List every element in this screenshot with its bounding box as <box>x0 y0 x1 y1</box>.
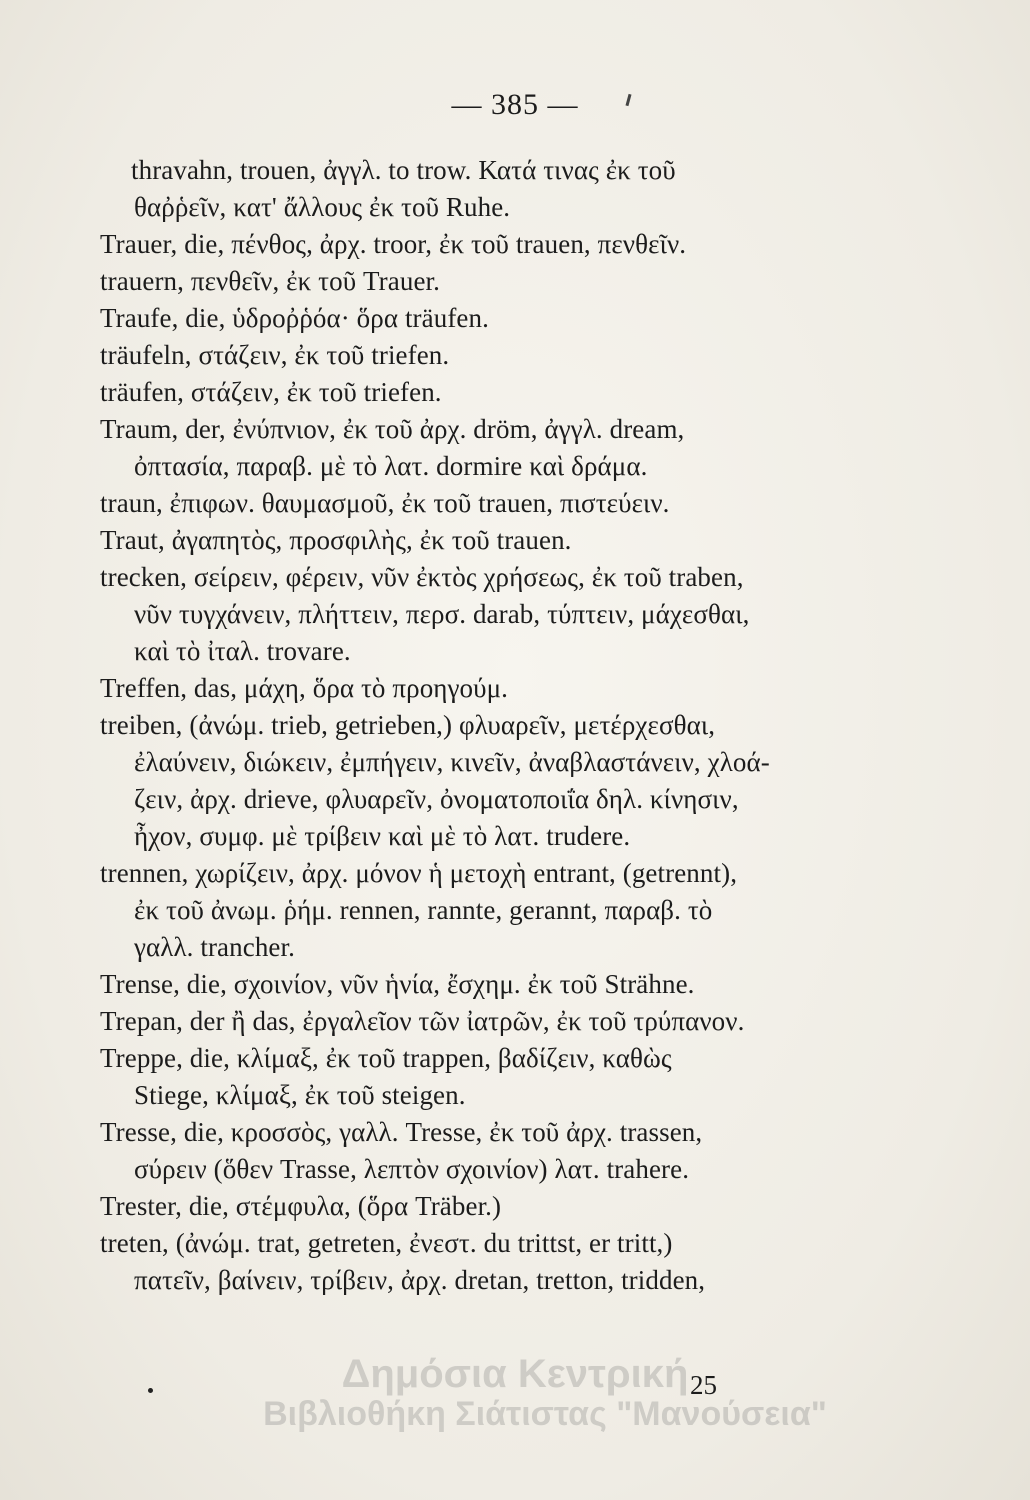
page-footer <box>0 1368 1030 1438</box>
signature-number: 25 <box>690 1370 717 1400</box>
entry-headline: Tresse, die, κροσσὸς, γαλλ. Tresse, ἐκ τοῦ ἀρχ. trassen, <box>100 1117 703 1147</box>
dictionary-entry <box>100 300 830 337</box>
dictionary-entry <box>100 1040 830 1114</box>
dictionary-entry <box>100 152 830 226</box>
entry-continuation: θαῤῥεῖν, κατ' ἄλλους ἐκ τοῦ Ruhe. <box>134 192 511 222</box>
page-header: — 385 — <box>451 88 579 121</box>
dictionary-entry <box>100 226 830 263</box>
entry-headline: Trense, die, σχοινίον, νῦν ἡνία, ἔσχημ. ἐκ τοῦ Strähne. <box>100 969 695 999</box>
dictionary-entries <box>100 152 830 1299</box>
entry-continuation: ζειν, ἀρχ. drieve, φλυαρεῖν, ὀνοματοποιΐα δηλ. κίνησιν, <box>134 784 739 814</box>
entry-headline: Traut, ἀγαπητὸς, προσφιλὴς, ἐκ τοῦ trauen. <box>100 525 572 555</box>
entry-continuation: ἐκ τοῦ ἀνωμ. ῥήμ. rennen, rannte, gerannt, παραβ. τὸ <box>134 895 713 925</box>
dictionary-entry <box>100 670 830 707</box>
entry-headline: treiben, (ἀνώμ. trieb, getrieben,) φλυαρεῖν, μετέρχεσθαι, <box>100 710 716 740</box>
entry-headline: trecken, σείρειν, φέρειν, νῦν ἐκτὸς χρήσεως, ἐκ τοῦ traben, <box>100 562 744 592</box>
dictionary-entry <box>100 522 830 559</box>
entry-headline: träufen, στάζειν, ἐκ τοῦ triefen. <box>100 377 442 407</box>
dictionary-entry <box>100 337 830 374</box>
entry-headline: Traum, der, ἐνύπνιον, ἐκ τοῦ ἀρχ. dröm, ἀγγλ. dream, <box>100 414 685 444</box>
footer-dot <box>148 1388 153 1393</box>
entry-headline: Treppe, die, κλίμαξ, ἐκ τοῦ trappen, βαδίζειν, καθὼς <box>100 1043 672 1073</box>
dictionary-entry <box>100 1225 830 1299</box>
watermark-line-1: Δημόσια Κεντρική <box>341 1352 689 1396</box>
entry-continuation: ἐλαύνειν, διώκειν, ἐμπήγειν, κινεῖν, ἀναβλαστάνειν, χλοά- <box>134 747 770 777</box>
dictionary-entry <box>100 707 830 855</box>
dictionary-entry <box>100 855 830 966</box>
entry-headline: Treffen, das, μάχη, ὅρα τὸ προηγούμ. <box>100 673 509 703</box>
dictionary-entry <box>100 1114 830 1188</box>
dictionary-entry <box>100 485 830 522</box>
entry-headline: Trester, die, στέμφυλα, (ὅρα Träber.) <box>100 1191 502 1221</box>
dictionary-entry <box>100 966 830 1003</box>
entry-headline: träufeln, στάζειν, ἐκ τοῦ triefen. <box>100 340 450 370</box>
entry-continuation: ὀπτασία, παραβ. μὲ τὸ λατ. dormire καὶ δράμα. <box>134 451 648 481</box>
entry-continuation: ἦχον, συμφ. μὲ τρίβειν καὶ μὲ τὸ λατ. trudere. <box>134 821 631 851</box>
dictionary-entry <box>100 559 830 670</box>
watermark-line-2: Βιβλιοθήκη Σιάτιστας "Μανούσεια" <box>263 1395 827 1433</box>
entry-headline: thravahn, trouen, ἀγγλ. to trow. Κατά τινας ἐκ τοῦ <box>131 155 676 185</box>
entry-headline: treten, (ἀνώμ. trat, getreten, ἐνεστ. du trittst, er tritt,) <box>100 1228 673 1258</box>
entry-headline: Traufe, die, ὑδροῤῥόα· ὅρα träufen. <box>100 303 489 333</box>
entry-continuation: γαλλ. trancher. <box>134 932 295 962</box>
dictionary-entry <box>100 1003 830 1040</box>
dictionary-entry <box>100 411 830 485</box>
dictionary-entry <box>100 1188 830 1225</box>
entry-continuation: καὶ τὸ ἰταλ. trovare. <box>134 636 351 666</box>
entry-continuation: σύρειν (ὅθεν Trasse, λεπτὸν σχοινίον) λατ. trahere. <box>134 1154 690 1184</box>
entry-headline: Trepan, der ἢ das, ἐργαλεῖον τῶν ἰατρῶν, ἐκ τοῦ τρύπανον. <box>100 1006 745 1036</box>
entry-continuation: πατεῖν, βαίνειν, τρίβειν, ἀρχ. dretan, tretton, tridden, <box>134 1265 706 1295</box>
entry-headline: Trauer, die, πένθος, ἀρχ. troor, ἐκ τοῦ trauen, πενθεῖν. <box>100 229 687 259</box>
entry-continuation: Stiege, κλίμαξ, ἐκ τοῦ steigen. <box>134 1080 466 1110</box>
entry-headline: traun, ἐπιφων. θαυμασμοῦ, ἐκ τοῦ trauen, πιστεύειν. <box>100 488 670 518</box>
entry-continuation: νῦν τυγχάνειν, πλήττειν, περσ. darab, τύπτειν, μάχεσθαι, <box>134 599 750 629</box>
entry-headline: trennen, χωρίζειν, ἀρχ. μόνον ἡ μετοχὴ entrant, (getrennt), <box>100 858 738 888</box>
entry-headline: trauern, πενθεῖν, ἐκ τοῦ Trauer. <box>100 266 440 296</box>
dictionary-entry <box>100 374 830 411</box>
dictionary-entry <box>100 263 830 300</box>
